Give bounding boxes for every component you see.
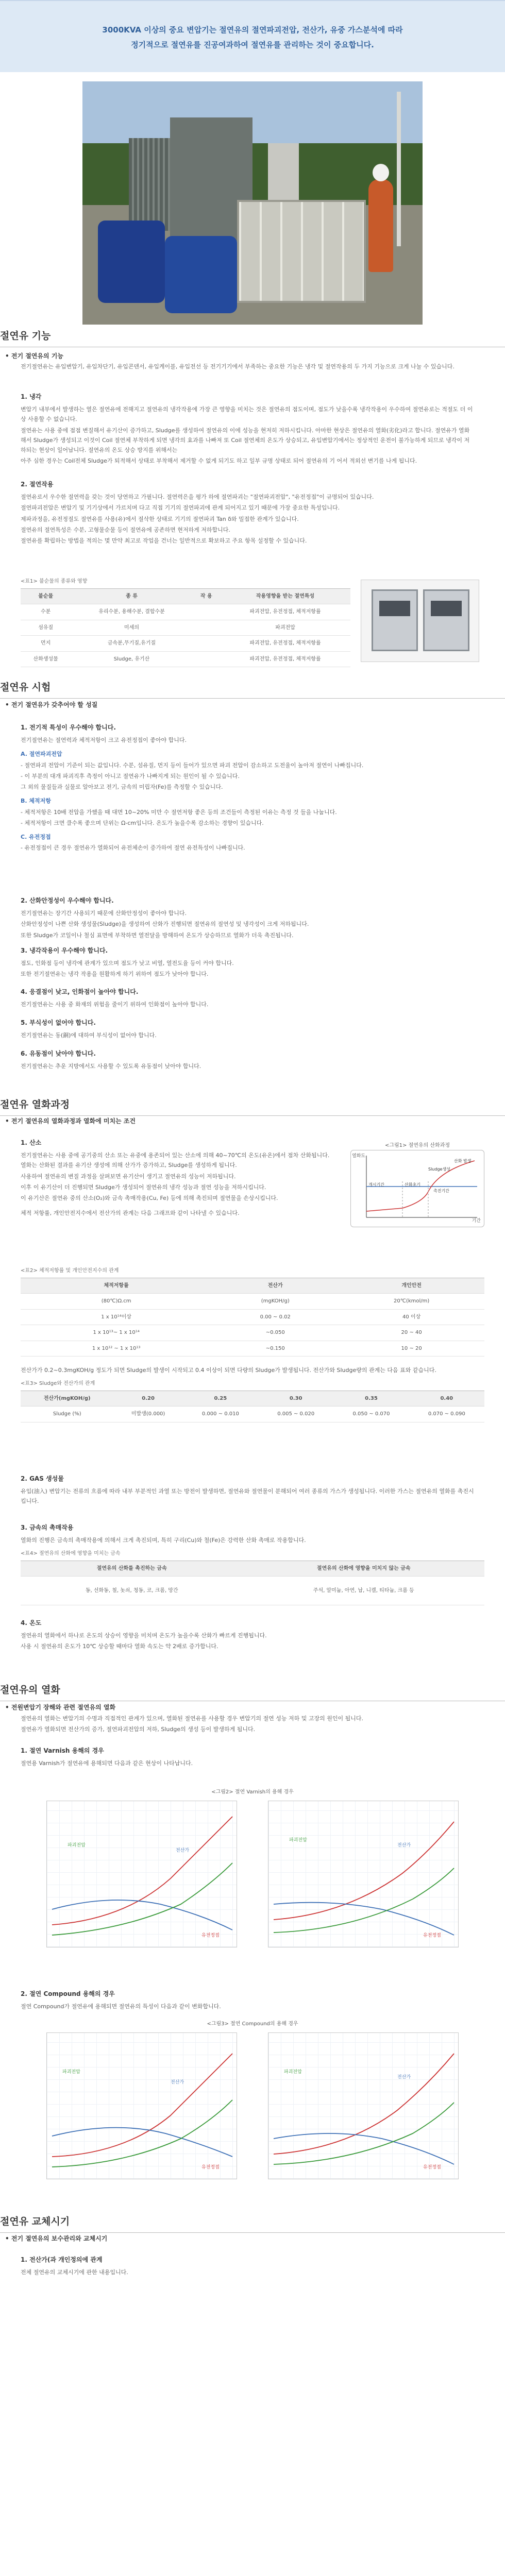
- table-row: 1 x 10¹³~ 1 x 10¹⁴ ~0.050 20 ~ 40: [21, 1325, 484, 1341]
- pour-point-block: 6. 유동점이 낮아야 합니다. 전기절연유는 추운 지방에서도 사용할 수 있도록 유동점이 낮아야 합니다.: [21, 1050, 201, 1070]
- compound-chart-right: 파괴전압 전산가 유전정접: [268, 2032, 459, 2179]
- table-row: 섬유질 미세의 파괴전압: [21, 620, 350, 636]
- section-title-function: 절연유 기능: [0, 330, 505, 347]
- table-row: (80℃)Ω.cm (mgKOH/g) 20℃(kmol/m): [21, 1294, 484, 1310]
- section-title-degradation: 절연유 열화과정: [0, 1098, 505, 1116]
- oxidation-figure: <그림1> 절연유의 산화과정 열화도 기간 개시기간 산화초기 촉진기간 Sludge생성 산화 발생: [350, 1150, 484, 1227]
- cooling-block: 1. 냉각 변압기 내부에서 발생하는 열은 절연유에 전해지고 절연유의 냉각작용에 가장 큰 영향을 미치는 것은 절연유의 점도이며, 점도가 낮을수록 냉각작용이 우수하여 절연유로는 적절도 더 이상 사용할 수 없습니다. 절연유는 사용 중에 점점 변질해서 유기산이 증가하고, Sludge를 생성하여 절연유의 이에 성능을 현저히 저하시킵니다. 아마한 현상은 절연유의 열화(劣化)라고 합니다. 절연유가 열화해서 Sludge가 생성되고 이것이 Coil 절연체 부착하게 되면 냉각의 효과를 나빠져 또 Coil 절연체의 온도가 상승되고, 유입변압기에서는 정상적인 운전이 불가능하게 되므로 냉각이 저하되는 현상이 일어납니다. 절연유의 온도 상승 방지를 위해서는 아주 심한 경우는 Coil전체 Sludge가 퇴적해서 상태로 부착해서 제거할 수 없게 되기도 하고 일부 규명 상태로 되어 절연유의 기 어서 적외선 변기를 나게 됩니다.: [21, 393, 473, 465]
- section-title-deterioration: 절연유의 열화: [0, 1684, 505, 1701]
- deterioration-heading: • 전원변압기 장해와 관련 절연유의 열화: [5, 1704, 116, 1711]
- replacement-heading: • 전기 절연유의 보수관리와 교체시기: [5, 2235, 108, 2242]
- varnish-figure-title: <그림2> 절연 Varnish의 용해 경우: [211, 1789, 294, 1795]
- function-heading: • 전기 절연유의 기능: [5, 352, 63, 360]
- oxidation-block: 2. 산화안정성이 우수해야 합니다. 전기절연유는 장기간 사용되기 때문에 산화안정성이 좋아야 합니다. 산화안정성이 나쁜 산화 생성물(Sludge)을 생성하여 산화가 진행되면 절연유의 절연성 및 냉각성이 크게 저하됩니다. 또한 Sludge가 코일이나 철심 표면에 부착하면 열전달을 방해하여 온도가 상승하므로 열화가 더욱 촉진됩니다.: [21, 897, 309, 939]
- table-row: 1 x 10¹² ~ 1 x 10¹³ ~0.150 10 ~ 20: [21, 1341, 484, 1357]
- varnish-chart-left-lines: [47, 1801, 238, 1948]
- temperature-block: 4. 온도 절연유의 열화에서 하나로 온도의 상승이 영향을 미치며 온도가 높을수록 산화가 빠르게 진행됩니다. 사용 시 절연유의 온도가 10℃ 상승할 때마다 열화 속도는 약 2배로 증가합니다.: [21, 1619, 267, 1650]
- table-row: 먼지 금속분,무기질,유기질 파괴전압, 유전정접, 체적저항률: [21, 636, 350, 652]
- varnish-chart-right: 파괴전압 전산가 유전정접: [268, 1801, 459, 1947]
- transformer-photo: [82, 81, 423, 325]
- impurity-table-block: <표1> 불순물의 종류와 영향 불순물 종 류 작 용 작용영향을 받는 절연특성 수분 유리수분, 용해수분, 결합수분 파괴전압, 유전정접, 체적저항률 섬유질 미세의 파괴전압 먼지 금속분,무기질,유기질 파괴전압, 유전정접, 체적저항률 산화생성물 Sludge, 유기산 파괴전압, 유전정접, 체적저항률: [21, 573, 350, 667]
- table-row: Sludge (%) 미발생(0.000) 0.000 ~ 0.010 0.005 ~ 0.020 0.050 ~ 0.070 0.070 ~ 0.090: [21, 1406, 484, 1422]
- section-title-test: 절연유 시험: [0, 681, 505, 699]
- compound-chart-left-lines: [47, 2033, 238, 2180]
- test-heading: • 전기 절연유가 갖추어야 할 성질: [5, 701, 98, 708]
- banner-line-1: 3000KVA 이상의 중요 변압기는 절연유의 절연파괴전압, 전산가, 유중 가스분석에 따라: [102, 25, 403, 35]
- varnish-block: 1. 절연 Varnish 용해의 경우 절연용 Varnish가 절연유에 용해되면 다음과 같은 현상이 나타납니다.: [21, 1747, 193, 1767]
- table-row: 수분 유리수분, 용해수분, 결합수분 파괴전압, 유전정접, 체적저항률: [21, 604, 350, 620]
- gas-block: 2. GAS 생성물 유입(油入) 변압기는 전류의 흐름에 따라 내부 부분적인 과열 또는 방전이 발생하면, 절연유와 절연물이 분해되어 여러 종류의 가스가 생성됩니다. 이러한 가스는 절연유의 열화를 촉진시킵니다.: [21, 1475, 474, 1505]
- cooling-property-block: 3. 냉각작용이 우수해야 합니다. 점도, 인화점 등이 냉각에 관계가 있으며 점도가 낮고 비열, 열전도율 등이 커야 합니다. 또한 전기절연유는 냉각 작용을 원활하게 하기 위하여 점도가 낮아야 합니다.: [21, 947, 234, 978]
- metal-block: 3. 금속의 촉매작용 열화의 진행은 금속의 촉매작용에 의해서 크게 촉진되며, 특히 구리(Cu)와 철(Fe)은 강력한 산화 촉매로 작용합니다. <표4> 절연유의 산화에 영향을 미치는 금속 절연유의 산화를 촉진하는 금속 절연유의 산화에 영향을 미치지 않는 금속 동, 선화동, 철, 놋쇠, 청동, 코, 크롬, 망간 주석, 알미늄, 아연, 납, 니켈, 티타늄, 크롬 등: [21, 1522, 484, 1605]
- replacement-block: 1. 전산가(과 개인정의에 관계 전체 절연유의 교체시기에 관한 내용입니다.: [21, 2256, 128, 2276]
- compound-chart-left: 파괴전압 전산가 유전정접: [46, 2032, 237, 2179]
- impurity-table: 불순물 종 류 작 용 작용영향을 받는 절연특성 수분 유리수분, 용해수분, 결합수분 파괴전압, 유전정접, 체적저항률 섬유질 미세의 파괴전압 먼지 금속분,무기질,유기질 파괴전압, 유전정접, 체적저항률 산화생성물 Sludge, 유기산 파괴전압, 유전정접, 체적저항률: [21, 588, 350, 668]
- resistivity-table: 체적저항률 전산가 개인안전 (80℃)Ω.cm (mgKOH/g) 20℃(kmol/m) 1 x 10¹⁴이상 0.00 ~ 0.02 40 이상 1 x 10¹³~ 1 x 10¹⁴ ~0.050 20 ~ 40 1 x 10¹² ~ 1 x 10¹³ ~0.150 10 ~ 20: [21, 1278, 484, 1357]
- table-row: 산화생성물 Sludge, 유기산 파괴전압, 유전정접, 체적저항률: [21, 651, 350, 667]
- electrical-properties-block: 1. 전기적 특성이 우수해야 합니다. 전기절연유는 절연력과 체적저항이 크고 유전정접이 좋아야 합니다. A. 절연파괴전압 - 절연파괴 전압이 기준이 되는 값입니다. 수분, 섬유질, 먼지 등이 들어가 있으면 파괴 전압이 감소하고 도전율이 높아져 절연이 나빠집니다. - 이 부분의 대개 파괴직후 측정이 아니고 절연유가 나빠지게 되는 원인이 될 수 있습니다. 그 외의 물질들과 실물로 알아보고 전기, 금속의 미립자(Fe)를 측정할 수 있습니다. B. 체적저항 - 체적저항은 10배 전압을 가했을 때 대면 10~20% 미만 수 절연저항 좋은 등의 조건들이 측정된 이유는 측정 것 들을 나눕니다. - 체적저항이 크면 클수록 좋으며 단위는 Ω-cm입니다. 온도가 높을수록 감소하는 경향이 있습니다. C. 유전정접 - 유전정접이 큰 경우 절연유가 열화되어 유전체손이 증가하여 절연 유전특성이 나빠집니다.: [21, 724, 364, 852]
- deterioration-intro: 절연유의 열화는 변압기의 수명과 직접적인 관계가 있으며, 열화된 절연유를 사용할 경우 변압기의 절연 성능 저하 및 고장의 원인이 됩니다. 절연유가 열화되면 전산가의 증가, 절연파괴전압의 저하, Sludge의 생성 등이 발생하게 됩니다.: [21, 1715, 363, 1733]
- varnish-chart-right-lines: [268, 1801, 459, 1948]
- top-banner: [0, 0, 505, 72]
- resistivity-table-block: <표2> 체적저항률 및 개인안전지수의 관계 체적저항률 전산가 개인안전 (80℃)Ω.cm (mgKOH/g) 20℃(kmol/m) 1 x 10¹⁴이상 0.00 ~ 0.02 40 이상 1 x 10¹³~ 1 x 10¹⁴ ~0.050 20 ~ 40 1 x 10¹² ~ 1 x 10¹³ ~0.150 10 ~ 20: [21, 1262, 484, 1357]
- section-title-replacement: 절연유 교체시기: [0, 2215, 505, 2233]
- metal-table: 절연유의 산화를 촉진하는 금속 절연유의 산화에 영향을 미치지 않는 금속 동, 선화동, 철, 놋쇠, 청동, 코, 크롬, 망간 주석, 알미늄, 아연, 납, 니켈, 티타늄, 크롬 등: [21, 1561, 484, 1606]
- table-row: 1 x 10¹⁴이상 0.00 ~ 0.02 40 이상: [21, 1309, 484, 1325]
- varnish-chart-left: 파괴전압 전산가 유전정접: [46, 1801, 237, 1947]
- degradation-heading: • 전기 절연유의 열화과정과 열화에 미치는 조건: [5, 1117, 136, 1125]
- test-equipment-image: [361, 580, 479, 662]
- sludge-table-block: 전산가가 0.2~0.3mgKOH/g 정도가 되면 Sludge의 발생이 시작되고 0.4 이상이 되면 다량의 Sludge가 발생됩니다. 전산가와 Sludge량의 관계는 다음 표와 같습니다. <표3> Sludge와 전산가의 관계 전산가(mgKOH/g) 0.20 0.25 0.30 0.35 0.40 Sludge (%) 미발생(0.000) 0.000 ~ 0.010 0.005 ~ 0.020 0.050 ~ 0.070 0.070 ~ 0.090: [21, 1365, 484, 1422]
- insulation-block: 2. 절연작용 절연유로서 우수한 절연력을 갖는 것이 당연하고 가필니다. 절연력은을 평가 하에 절연파괴는 "절연파괴전압", "유전정접"이 규명되어 있습니다. 절연파괴전압은 변압기 및 기기상에서 가르치며 다고 직접 기기의 절연파괴에 관계 되어지고 있기 때문에 가장 중요한 특성입니다. 제파과정을, 유전정절도 절연유를 사용(유)에서 절삭한 상태로 기기의 절연파괴 Tan δ와 밀접한 관계가 있습니다. 절연유의 절연특성은 수분, 고형물순물 등이 절연유에 공존하면 현저하게 저하합니다. 절연유를 확립하는 방법을 적의는 몇 만약 최고로 작업을 건너는 일반적으로 확보하고 주요 항목 설정할 수 있습니다.: [21, 481, 374, 544]
- banner-line-2: 정기적으로 절연유를 진공여과하여 절연유를 관리하는 것이 중요합니다.: [131, 40, 374, 49]
- function-intro: 전기절연유는 유입변압기, 유입차단기, 유입콘덴서, 유입케이블, 유입전선 등 전기기기에서 부족하는 중요한 기능은 냉각 및 절연작용의 두 가지 기능으로 크게 나눌 수 있습니다.: [21, 363, 454, 370]
- compound-block: 2. 절연 Compound 용해의 경우 절연 Compound가 절연유에 용해되면 절연유의 특성이 다음과 같이 변화합니다.: [21, 1990, 221, 2010]
- table-row: 동, 선화동, 철, 놋쇠, 청동, 코, 크롬, 망간 주석, 알미늄, 아연, 납, 니켈, 티타늄, 크롬 등: [21, 1577, 484, 1605]
- compound-figure-title: <그림3> 절연 Compound의 용해 경우: [207, 2021, 298, 2027]
- oxygen-block: 1. 산소 전기절연유는 사용 중에 공기중의 산소 또는 유중에 용존되어 있는 산소에 의해 40~70℃의 온도(유온)에서 점차 산화됩니다. 열화는 산화된 결과를 유기산 생성에 의해 산가가 증가하고, Sludge를 생성하게 됩니다. 사용하여 절연유의 변질 과정을 살펴보면 유기산이 생기고 절연유의 성능이 저하됩니다. 이후 이 유기산이 더 진행되면 Sludge가 생성되어 절연유의 냉각 성능과 절연 성능을 저하시킵니다. 이 유기산은 절연유 중의 산소(O₂)와 금속 촉매작용(Cu, Fe) 등에 의해 촉진되며 절연물을 손상시킵니다. 체적 저항률, 개인안전지수에서 전산가의 관계는 다음 그래프와 같이 나타낼 수 있습니다.: [21, 1139, 330, 1217]
- sludge-table: 전산가(mgKOH/g) 0.20 0.25 0.30 0.35 0.40 Sludge (%) 미발생(0.000) 0.000 ~ 0.010 0.005 ~ 0.020 0.050 ~ 0.070 0.070 ~ 0.090: [21, 1391, 484, 1422]
- compound-chart-right-lines: [268, 2033, 459, 2180]
- flash-point-block: 4. 응결점이 낮고, 인화점이 높아야 합니다. 전기절연유는 사용 중 화재의 위험을 줄이기 위하여 인화점이 높아야 합니다.: [21, 988, 209, 1008]
- corrosion-block: 5. 부식성이 없어야 합니다. 전기절연유는 동(銅)에 대하여 부식성이 없어야 합니다.: [21, 1019, 157, 1039]
